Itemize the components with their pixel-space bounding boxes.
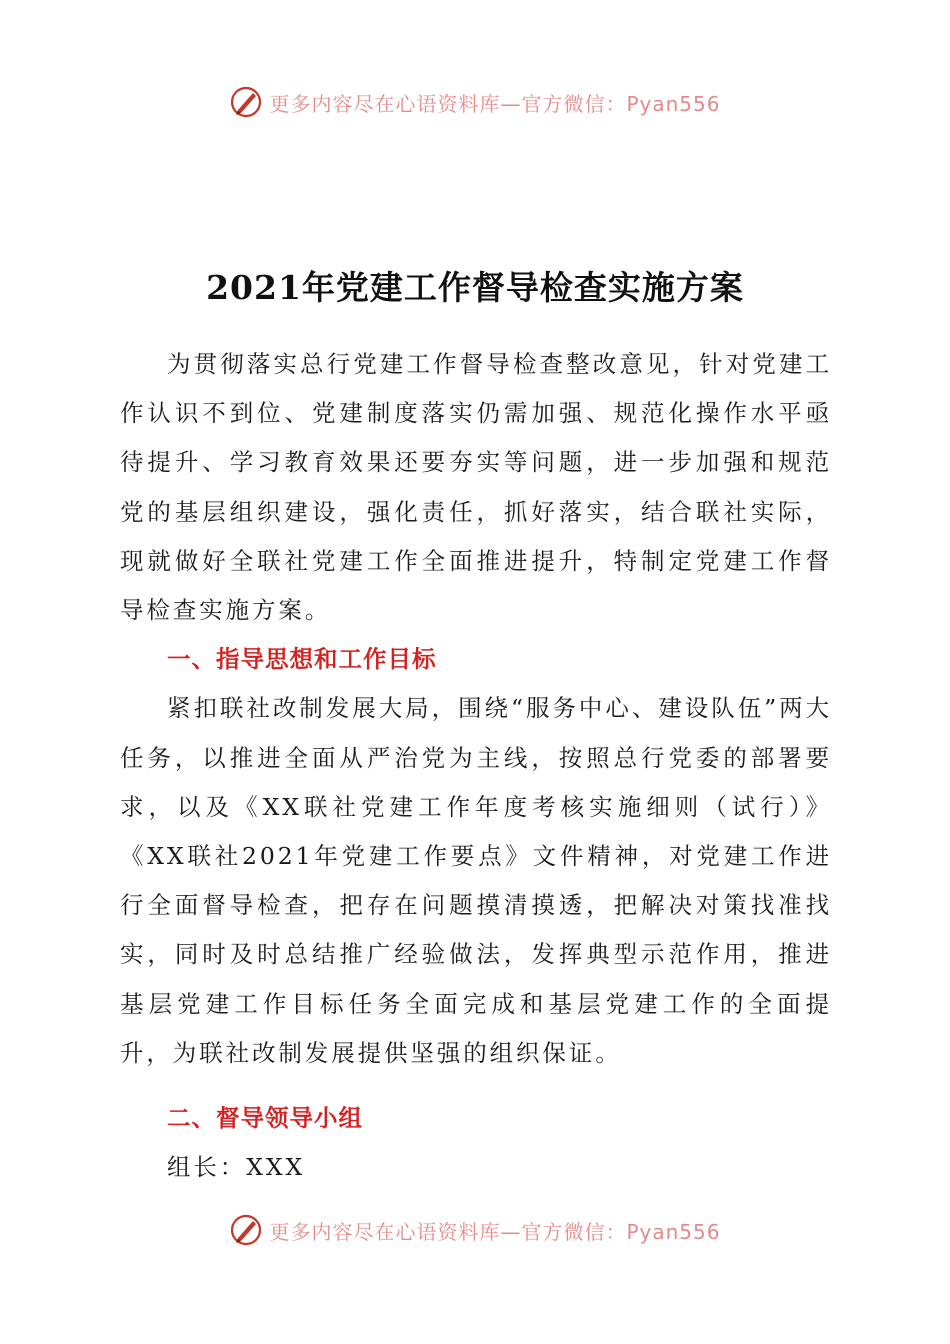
section-body-2: 组长：XXX (167, 1153, 306, 1182)
section-heading-1: 一、指导思想和工作目标 (167, 645, 437, 674)
watermark-text: 更多内容尽在心语资料库—官方微信：Pyan556 (269, 91, 721, 116)
section-spacer (120, 1078, 832, 1094)
intro-paragraph: 为贯彻落实总行党建工作督导检查整改意见，针对党建工作认识不到位、党建制度落实仍需加强、规范化操作水平亟待提升、学习教育效果还要夯实等问题，进一步加强和规范党的基层组织建设，强化责任，抓好落实，结合联社实际，现就做好全联社党建工作全面推进提升，特制定党建工作督导检查实施方案。 (120, 350, 832, 625)
pen-logo-icon (229, 1213, 263, 1247)
footer-watermark (0, 1210, 950, 1250)
section-body-1: 紧扣联社改制发展大局，围绕“服务中心、建设队伍”两大任务，以推进全面从严治党为主线，按照总行党委的部署要求，以及《XX联社党建工作年度考核实施细则（试行）》《XX联社2021年党建工作要点》文件精神，对党建工作进行全面督导检查，把存在问题摸清摸透，把解决对策找准找实，同时及时总结推广经验做法，发挥典型示范作用，推进基层党建工作目标任务全面完成和基层党建工作的全面提升，为联社改制发展提供坚强的组织保证。 (120, 694, 832, 1067)
document-title: 2021年党建工作督导检查实施方案 (206, 268, 744, 307)
header-watermark (0, 82, 950, 122)
watermark-text: 更多内容尽在心语资料库—官方微信：Pyan556 (269, 1219, 721, 1244)
section-heading-2: 二、督导领导小组 (167, 1104, 363, 1133)
pen-logo-icon (229, 85, 263, 119)
document-body (120, 340, 832, 1192)
